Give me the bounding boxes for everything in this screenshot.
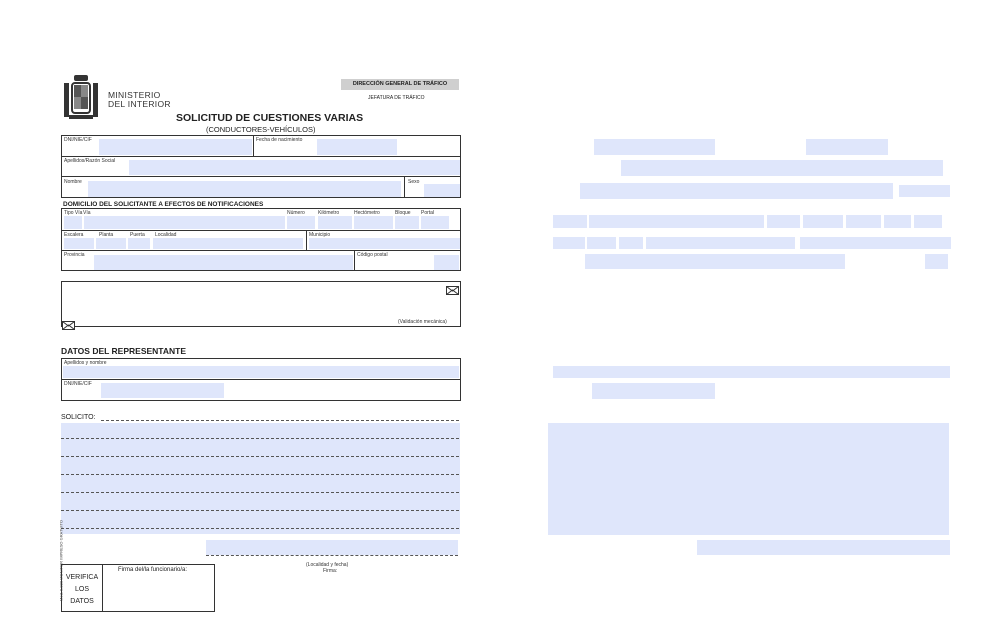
overlay-field — [619, 237, 643, 249]
surname-field[interactable] — [129, 160, 460, 175]
via-label: Vía — [83, 210, 91, 216]
overlay-field — [553, 237, 585, 249]
puerta-label: Puerta — [130, 232, 145, 238]
cp-label: Código postal — [357, 252, 388, 258]
overlay-field — [594, 139, 715, 155]
hm-field[interactable] — [354, 216, 393, 229]
address-title: DOMICILIO DEL SOLICITANTE A EFECTOS DE NOTIFICACIONES — [63, 201, 264, 208]
overlay-field — [925, 254, 948, 269]
rep-name-field[interactable] — [63, 366, 459, 378]
side-note: Mod. 9.820 MONITOR IMPRESO GRATUITO — [58, 520, 64, 601]
envelope-icon — [446, 282, 459, 300]
ministry-name: MINISTERIO DEL INTERIOR — [108, 90, 171, 109]
overlay-field — [548, 423, 949, 535]
overlay-field — [585, 254, 845, 269]
bloque-field[interactable] — [395, 216, 419, 229]
hm-label: Hectómetro — [354, 210, 380, 216]
place-date-label: (Localidad y fecha) — [306, 562, 349, 568]
overlay-field — [806, 139, 888, 155]
overlay-field — [553, 215, 587, 228]
coat-of-arms-icon — [63, 73, 99, 121]
numero-label: Número — [287, 210, 305, 216]
overlay-field — [899, 185, 950, 197]
form-subtitle: (CONDUCTORES-VEHÍCULOS) — [206, 125, 316, 134]
planta-label: Planta — [99, 232, 114, 238]
km-label: Kilómetro — [318, 210, 340, 216]
overlay-field — [697, 540, 950, 555]
tipo-via-label: Tipo Vía — [64, 210, 83, 216]
overlay-field — [884, 215, 911, 228]
numero-field[interactable] — [287, 216, 315, 229]
rep-dni-field[interactable] — [101, 383, 224, 398]
portal-field[interactable] — [421, 216, 449, 229]
overlay-field — [914, 215, 942, 228]
portal-label: Portal — [421, 210, 435, 216]
envelope-icon-2 — [62, 317, 75, 335]
provincia-field[interactable] — [94, 255, 353, 270]
overlay-field — [580, 183, 893, 199]
overlay-field — [553, 366, 950, 378]
overlay-field — [589, 215, 764, 228]
cp-field[interactable] — [434, 255, 459, 270]
rep-dni-label: DNI/NIE/CIF — [64, 381, 92, 387]
provincia-label: Provincia — [64, 252, 85, 258]
dgt-banner: DIRECCIÓN GENERAL DE TRÁFICO — [341, 79, 459, 90]
sex-field[interactable] — [424, 184, 460, 197]
representative-title: DATOS DEL REPRESENTANTE — [61, 346, 186, 356]
puerta-field[interactable] — [128, 238, 150, 249]
municipio-field[interactable] — [309, 238, 460, 249]
localidad-field[interactable] — [153, 238, 303, 249]
surname-label: Apellidos/Razón Social — [64, 158, 116, 164]
overlay-field — [587, 237, 616, 249]
overlay-field — [803, 215, 843, 228]
municipio-label: Municipio — [309, 232, 331, 238]
sex-label: Sexo — [408, 179, 420, 185]
name-field[interactable] — [88, 181, 401, 197]
dni-label: DNI/NIE/CIF — [64, 137, 92, 143]
overlay-field — [621, 160, 943, 176]
firma-label: Firma: — [323, 568, 338, 574]
overlay-field — [592, 383, 715, 399]
bloque-label: Bloque — [395, 210, 411, 216]
localidad-label: Localidad — [155, 232, 177, 238]
birthdate-field[interactable] — [317, 139, 397, 155]
km-field[interactable] — [318, 216, 352, 229]
birthdate-label: Fecha de nacimiento — [256, 137, 303, 143]
validation-label: (Validación mecánica) — [398, 319, 447, 325]
name-label: Nombre — [64, 179, 82, 185]
official-signature-label: Firma del/la funcionario/a: — [118, 567, 188, 573]
jefatura-label: JEFATURA DE TRÁFICO — [368, 95, 425, 101]
escalera-label: Escalera — [64, 232, 84, 238]
overlay-field — [800, 237, 951, 249]
planta-field[interactable] — [96, 238, 126, 249]
request-textarea[interactable] — [61, 423, 460, 534]
overlay-field — [767, 215, 800, 228]
request-label: SOLICITO: — [61, 414, 96, 421]
overlay-field — [646, 237, 795, 249]
escalera-field[interactable] — [64, 238, 94, 249]
dni-field[interactable] — [99, 139, 252, 155]
overlay-field — [846, 215, 881, 228]
rep-name-label: Apellidos y nombre — [64, 360, 107, 366]
place-date-field[interactable] — [206, 540, 458, 555]
form-title: SOLICITUD DE CUESTIONES VARIAS — [176, 112, 364, 124]
tipo-via-field[interactable] — [64, 216, 82, 229]
verify-text: VERIFICA LOS DATOS — [65, 574, 99, 605]
via-field[interactable] — [84, 216, 285, 229]
